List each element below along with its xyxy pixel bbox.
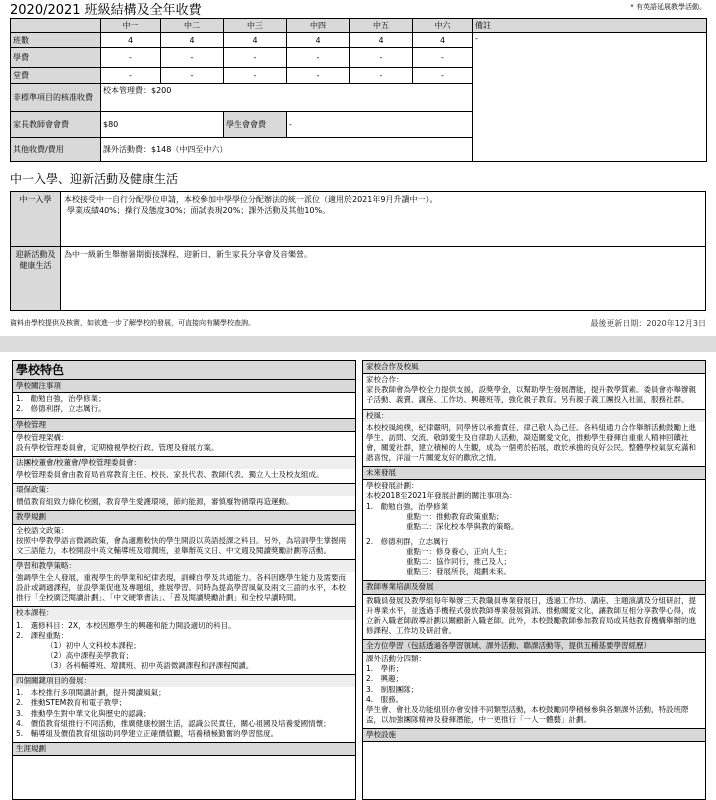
section-header: 學校管理: [13, 418, 355, 432]
activities-block: [363, 653, 705, 728]
sub-heading: 法團校董會/校董會/學校管理委員會：: [13, 456, 355, 469]
welcome-row: [11, 247, 706, 311]
cell: -: [287, 112, 473, 138]
row-label: 迎新活動及健康生活: [11, 247, 61, 311]
grade-header: 中四: [287, 19, 350, 33]
list-item: 重點一：修身養心，正向人生；: [406, 547, 511, 556]
row-label: 家長教師會會費: [11, 112, 101, 138]
page-gap: [0, 336, 716, 352]
list-item: （1）初中人文科校本課程；: [46, 640, 141, 650]
focus-block: [13, 393, 355, 417]
sub-heading: 校風：: [363, 409, 705, 422]
list-item: （3）各科輔導班、增潤班、初中英語微調課程和評課程閱讀。: [46, 661, 254, 671]
list-item: 2. 修德利群，立志厲行。: [16, 404, 106, 414]
sub-heading: 環保政策：: [13, 483, 355, 496]
cell: 4: [287, 33, 350, 48]
cell: -: [413, 68, 473, 84]
paragraph: 本校2018至2021年發展計劃的關注事項為：: [366, 491, 517, 501]
cell: -: [101, 48, 161, 68]
grade-header: 中一: [101, 19, 161, 33]
row-label: 班數: [11, 33, 101, 48]
paragraph: 設有學校管理委員會，定期檢視學校行政、管理及發展方案。: [16, 442, 219, 452]
list-item: 2. 課程重點：: [16, 630, 69, 640]
last-updated: 最後更新日期：2020年12月3日: [590, 319, 706, 328]
paragraph: 強調學生全人發展，重視學生的學業和紀律表現，訓練自學及共通能力。各科因應學生能力及需要而設計或調適課程，並設學業促進及專題組，推展學習。同時為提高學習風氣及兩文三語的水平，本校推行「全校廣泛閱讀計劃」、「中文硬筆書法」、「普及閱讀獎勵計劃」和全校早讀時間。: [16, 573, 346, 603]
section-header: 學校關注事項: [13, 380, 355, 393]
text-line: 學業成績40%；操行及態度30%；面試表現20%；課外活動及其他10%。: [67, 206, 331, 215]
left-column: [12, 360, 356, 800]
admission-text: [61, 192, 706, 247]
list-item: 重點二：協作同行，推己及人；: [406, 557, 511, 567]
row-label: 非標準項目的核准收費: [11, 84, 101, 112]
paragraph: 學生會、會社及功能組別亦會安排不同類型活動，本校鼓勵同學積極參與各類課外活動，特設班際盃，以加強團隊精神及發揮潛能，中一更推行「一人一體藝」計劃。: [366, 704, 689, 724]
fee-table: [10, 18, 707, 162]
section-header: 全方位學習（包括透過各學習領域、課外活動、聯課活動等，提供五種基要學習經歷）: [363, 639, 705, 653]
list-item: 4. 價值教育組推行不同活動，推廣健康校園生活，認識公民責任，關心祖國及培養愛國情懷；: [16, 718, 331, 728]
right-column: [362, 360, 706, 800]
sub-heading: 課外活動分四類：: [366, 654, 426, 664]
notes-cell: -: [473, 33, 707, 162]
sub-heading: 校本課程：: [13, 606, 355, 619]
notes-header: 備註: [473, 19, 707, 33]
section-header: 教師專業培訓及發展: [363, 580, 705, 594]
cell: 4: [161, 33, 224, 48]
section-header: 學校設施: [363, 728, 705, 742]
list-item: 5. 輔導組及價值教育組協助同學建立正確價值觀，培養積極勤奮的學習態度。: [16, 728, 279, 738]
features-page: [0, 352, 716, 800]
list-item: 重點三：發展所長，規劃未來。: [406, 567, 511, 577]
cell: -: [287, 68, 350, 84]
grade-header: 中三: [224, 19, 287, 33]
admission-row: [11, 192, 706, 247]
sub-heading: 學校發展計劃：: [366, 481, 419, 491]
row-label: 學費: [11, 48, 101, 68]
cell: -: [350, 68, 413, 84]
cell: 校本管理費：$200: [101, 84, 473, 112]
cell: -: [413, 48, 473, 68]
list-item: 3. 制服團隊；: [366, 684, 419, 694]
cell: 4: [413, 33, 473, 48]
cell: 4: [224, 33, 287, 48]
list-item: 2. 修德利群，立志厲行: [366, 536, 449, 546]
section-header: 家校合作及校風: [363, 361, 705, 374]
cell: -: [287, 48, 350, 68]
admission-table: [10, 191, 706, 311]
cell: 4: [101, 33, 161, 48]
list-item: 1. 勸勉自強，治學修業: [366, 501, 449, 511]
list-item: 1. 本校推行多項閱讀計劃，提升閱讀風氣；: [16, 688, 166, 698]
page-title: 2020/2021 班級結構及全年收費: [10, 3, 202, 18]
cell: -: [161, 48, 224, 68]
lang-block: [13, 525, 355, 559]
list-item: 2. 推動STEM教育和電子教學；: [16, 698, 127, 708]
footer-note: 資料由學校提供及核實，如欲進一步了解學校的發展，可直接向有關學校查詢。: [10, 319, 255, 327]
sub-heading: 全校語文政策：: [16, 525, 69, 535]
list-item: 4. 服務。: [366, 694, 404, 704]
row-label: 其他收費/費用: [11, 138, 101, 162]
list-item: 3. 推動學生對中華文化與歷史的認識；: [16, 708, 151, 718]
mgmt-block: [13, 432, 355, 456]
sub-heading: 學習和教學策略：: [13, 559, 355, 572]
coop-block: [363, 374, 705, 408]
section-header: 生涯規劃: [13, 742, 355, 756]
paragraph: 本校校風純樸，紀律嚴明，同學皆以承擔責任、律己敬人為己任。各科組通力合作舉辦活動鼓勵上進學生、訪問、交流、敬師愛生及自律助人活動，凝造關愛文化，推動學生發揮自重重人精神回饋社會，關愛社群，建立積極的人生觀，成為一個勇於拓展、敢於承擔的良好公民。整體學校氣氛充滿和諧喜悅，洋溢一片關愛友好的歡欣之情。: [366, 422, 696, 462]
cell: -: [350, 48, 413, 68]
section-title: 中一入學、迎新活動及健康生活: [10, 172, 179, 186]
row-label: 學生會會費: [224, 112, 287, 138]
row-label: 中一入學: [11, 192, 61, 247]
text-line: 本校接受中一自行分配學位申請，本校參加中學學位分配辦法的統一派位（適用於2021年9月升讀中一）。: [64, 195, 438, 204]
cell: $80: [101, 112, 224, 138]
grade-header: 中五: [350, 19, 413, 33]
grade-header: 中六: [413, 19, 473, 33]
title-note: * 有英語延展教學活動。: [630, 3, 706, 11]
grade-header: 中二: [161, 19, 224, 33]
paragraph: 家長教師會為學校全力提供支援，設獎學金，以幫助學生發展潛能，提升教學質素。委員會亦舉辦親子活動、義賣、講座、工作坊、興趣班等，強化親子教育。另有親子義工團投入社區，服務社群。: [366, 385, 696, 405]
paragraph: 學校管理委員會由教育局首席教育主任、校長、家長代表、教師代表、獨立人士及校友組成。: [16, 470, 324, 480]
paragraph: 價值教育組致力綠化校園，教育學生愛護環境，節約能源，審慎廢物循環再造運動。: [16, 497, 294, 507]
section-header: 教學規劃: [13, 510, 355, 524]
list-item: （2）高中課程美學教育；: [46, 650, 134, 660]
row-label: 堂費: [11, 68, 101, 84]
list-item: 1. 勸勉自強，治學修業；: [16, 394, 106, 404]
welcome-text: 為中一級新生舉辦暑期銜接課程、迎新日、新生家長分享會及音樂營。: [61, 247, 706, 311]
cell: -: [161, 68, 224, 84]
paragraph: 按照中學教學語言微調政策，會為適應較快的學生開設以英語授課之科目。另外，為培訓學生掌握兩文三語能力，本校開設中英文輔導班及增潤班，並舉辦英文日、中文週及閱讀獎勵計劃等活動。: [16, 535, 346, 555]
sub-heading: 四個關鍵項目的發展：: [13, 674, 355, 687]
list-item: 1. 選修科目：2X，本校因應學生的興趣和能力開設適切的科目。: [16, 620, 236, 630]
cell: -: [224, 48, 287, 68]
cell: -: [101, 68, 161, 84]
cell: -: [224, 68, 287, 84]
plan-block: [363, 480, 705, 580]
fee-header-row: [11, 19, 707, 33]
corner-cell: [11, 19, 101, 33]
section-header: 未來發展: [363, 466, 705, 480]
classes-row: [11, 33, 707, 48]
features-title: 學校特色: [13, 361, 355, 380]
curriculum-block: [13, 620, 355, 675]
cell: 課外活動費：$148（中四至中六）: [101, 138, 473, 162]
key-tasks-block: [13, 687, 355, 742]
paragraph: 教職員發展及教學組每年舉辦三天教職員專業發展日，透過工作坊、講座、主題演講及分組研討，提升專業水平，並透過手機程式發放教師專業發展資訊、推動關愛文化，讓教師互相分享教學心得，成立新入職老師啟導計劃以關顧新入職老師。此外，本校鼓勵教師參加教育局或其他教育機構舉辦的進修課程、工作坊及研討會。: [366, 595, 696, 635]
list-item: 重點一：推動教育政策重點；: [406, 511, 504, 521]
fee-page: [0, 0, 716, 336]
sub-heading: 家校合作：: [366, 375, 404, 385]
sub-heading: 學校管理架構：: [16, 432, 69, 442]
list-item: 2. 興趣；: [366, 674, 404, 684]
cell: 4: [350, 33, 413, 48]
page-footer: [0, 318, 716, 329]
list-item: 1. 學術；: [366, 664, 404, 674]
list-item: 重點二：深化校本學與教的策略。: [406, 521, 519, 531]
